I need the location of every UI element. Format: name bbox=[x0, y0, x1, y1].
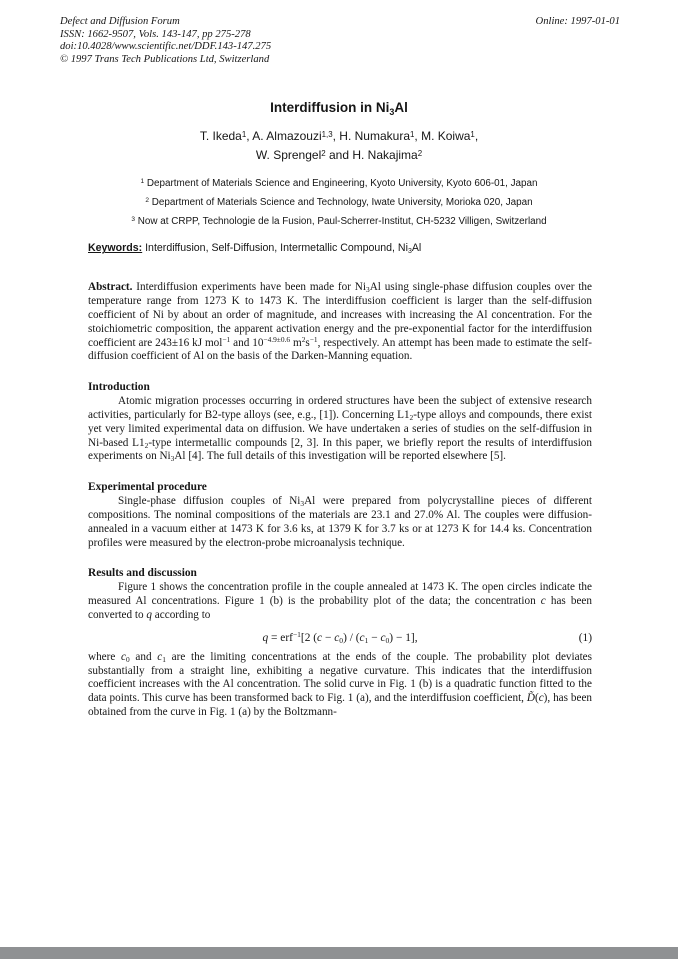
keywords-line: Keywords: Interdiffusion, Self-Diffusion, Intermetallic Compound, Ni3Al bbox=[88, 242, 422, 256]
online-date: Online: 1997-01-01 bbox=[535, 16, 620, 27]
equation-number: (1) bbox=[578, 631, 592, 644]
scan-footer-strip bbox=[0, 947, 678, 959]
copyright-line: © 1997 Trans Tech Publications Ltd, Switzerland bbox=[60, 53, 270, 65]
affiliation-1: $^1$ Department of Materials Science and Engineering, Kyoto University, Kyoto 606-01, Japan bbox=[140, 178, 538, 190]
equation-body: q = erf$^{-1}$[2 (c − c0) / (c1 − c0) − 1], bbox=[262, 630, 418, 645]
affiliation-3: $^3$ Now at CRPP, Technologie de la Fusion, Paul-Scherrer-Institut, CH-5232 Villigen, Switzerland bbox=[131, 216, 547, 228]
section-heading-introduction: Introduction bbox=[88, 381, 150, 394]
doi-line: doi:10.4028/www.scientific.net/DDF.143-147.275 bbox=[60, 41, 272, 53]
journal-header bbox=[0, 0, 678, 66]
journal-info-block bbox=[60, 16, 271, 66]
affiliation-2: $^2$ Department of Materials Science and Technology, Iwate University, Morioka 020, Japan bbox=[145, 197, 533, 209]
section-heading-results: Results and discussion bbox=[88, 567, 197, 580]
issn-line: ISSN: 1662-9507, Vols. 143-147, pp 275-278 bbox=[60, 28, 251, 40]
introduction-paragraph: Atomic migration processes occurring in ordered structures have been the subject of extensive research activities, particularly for B2-type alloys (see, e.g., [1]). Concerning L12-type alloys and compounds, there exist yet very limited experimental data on diffusion. We have undertaken a series of studies on the self-diffusion in Ni-based L12-type intermetallic compounds [2, 3]. In this paper, we briefly report the results of interdiffusion experiments on Ni3Al [4]. The full details of this investigation will be reported elsewhere [5]. bbox=[88, 395, 592, 464]
journal-title: Defect and Diffusion Forum bbox=[60, 16, 180, 27]
paper-title: Interdiffusion in Ni3Al bbox=[270, 100, 408, 117]
affiliations-block bbox=[0, 178, 678, 229]
equation-1 bbox=[88, 632, 592, 644]
authors-line-1: T. Ikeda$^1$, A. Almazouzi$^{1,3}$, H. Numakura$^1$, M. Koiwa$^1$, bbox=[199, 129, 479, 144]
authors-line-2: W. Sprengel$^2$ and H. Nakajima$^2$ bbox=[255, 148, 423, 163]
results-paragraph-1: Figure 1 shows the concentration profile in the couple annealed at 1473 K. The open circles indicate the measured Al concentrations. Figure 1 (b) is the probability plot of the data; the concentration c has been converted to q according to bbox=[88, 581, 592, 621]
abstract-paragraph: Abstract. Interdiffusion experiments have been made for Ni3Al using single-phase diffusion couples over the temperature range from 1273 K to 1473 K. The interdiffusion coefficient is larger than the self-diffusion coefficient of Ni by about an order of magnitude, and increases with increasing the Al concentration. For the stoichiometric composition, the apparent activation energy and the pre-exponential factor for the interdiffusion coefficient are 243±16 kJ mol$^{-1}$ and $10^{-4.9\pm 0.6}$ $m^2s^{-1}$, respectively. An attempt has been made to estimate the self-diffusion coefficient of Al on the basis of the Darken-Manning equation. bbox=[88, 281, 593, 363]
experimental-paragraph: Single-phase diffusion couples of Ni3Al were prepared from polycrystalline pieces of different compositions. The nominal compositions of the materials are 23.1 and 27.0% Al. The couples were diffusion-annealed in a vacuum either at 1473 K for 3.6 ks, at 1379 K for 3.7 ks or at 1273 K for 14.4 ks. Concentration profiles were measured by the electron-probe microanalysis technique. bbox=[88, 495, 592, 549]
section-heading-experimental: Experimental procedure bbox=[88, 481, 207, 494]
results-paragraph-2: where c0 and c1 are the limiting concentrations at the ends of the couple. The probability plot deviates substantially from a straight line, exhibiting a negative curvature. This indicates that the interdiffusion coefficient increases with the Al concentration. The solid curve in Fig. 1 (b) is a quadratic function fitted to the data points. This curve has been transformed back to Fig. 1 (a), and the interdiffusion coefficient, D̃(c), has been obtained from the curve in Fig. 1 (a) by the Boltzmann- bbox=[88, 650, 593, 718]
